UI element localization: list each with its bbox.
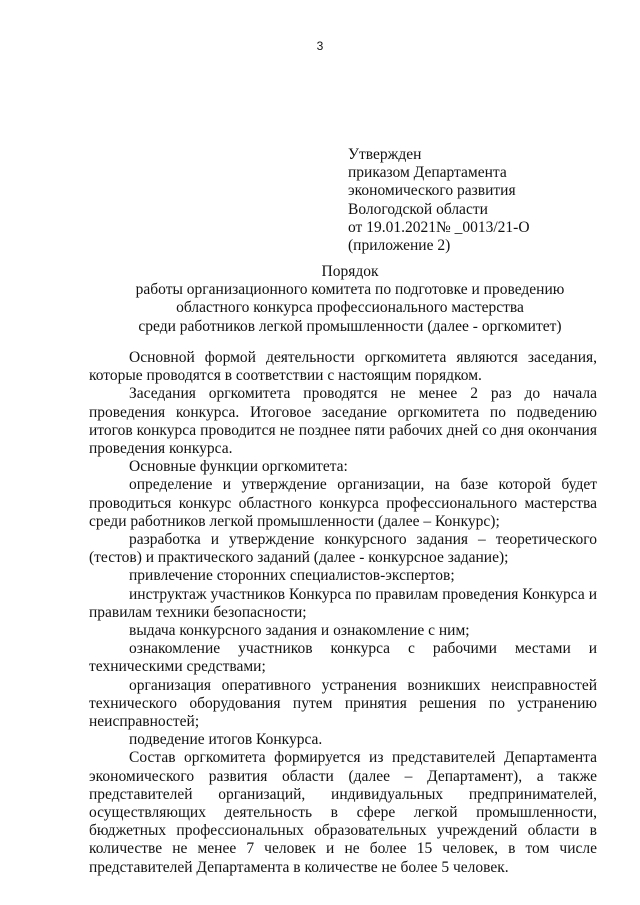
- list-item: организация оперативного устранения возникших неисправностей технического оборудования путем принятия решения по устранению неисправностей;: [89, 676, 597, 731]
- paragraph: Основной формой деятельности оргкомитета являются заседания, которые проводятся в соответствии с настоящим порядком.: [89, 349, 597, 385]
- page-number: 3: [316, 39, 324, 53]
- approval-line: приказом Департамента: [348, 164, 507, 182]
- heading-title: Порядок: [321, 263, 379, 280]
- document-heading: [90, 263, 610, 336]
- paragraph: Основные функции оргкомитета:: [129, 458, 348, 476]
- approval-block: [348, 146, 598, 255]
- approval-line: Вологодской области: [348, 200, 488, 218]
- list-item: подведение итогов Конкурса.: [129, 731, 323, 749]
- heading-subtitle-line: работы организационного комитета по подготовке и проведению: [135, 281, 565, 299]
- approval-line: Утвержден: [348, 146, 422, 163]
- approval-line: (приложение 2): [348, 237, 451, 255]
- paragraph: Состав оргкомитета формируется из представителей Департамента экономического развития области (далее – Департамент), а также представителей организаций, индивидуальных предпринимателей, осуществляющих деятельность в сфере легкой промышленности, бюджетных профессиональных образовательных учреждений области в количестве не менее 7 человек и не более 15 человек, в том числе представителей Департамента в количестве не более 5 человек.: [89, 749, 597, 876]
- list-item: инструктаж участников Конкурса по правилам проведения Конкурса и правилам техники безопасности;: [89, 585, 597, 621]
- list-item: ознакомление участников конкурса с рабочими местами и техническими средствами;: [89, 640, 597, 676]
- heading-subtitle-line: среди работников легкой промышленности (далее - оргкомитет): [138, 317, 562, 335]
- list-item: разработка и утверждение конкурсного задания – теоретического (тестов) и практического заданий (далее - конкурсное задание);: [89, 531, 597, 567]
- paragraph: Заседания оргкомитета проводятся не менее 2 раз до начала проведения конкурса. Итоговое заседание оргкомитета по подведению итогов конкурса проводится не позднее пяти рабочих дней со дня окончания проведения конкурса.: [89, 385, 597, 458]
- approval-line: экономического развития: [348, 182, 516, 200]
- approval-line: от 19.01.2021№ _0013/21-О: [348, 218, 530, 236]
- heading-subtitle-line: областного конкурса профессионального мастерства: [176, 299, 524, 317]
- list-item: определение и утверждение организации, на базе которой будет проводиться конкурс областного конкурса профессионального мастерства среди работников легкой промышленности (далее – Конкурс);: [89, 476, 597, 530]
- list-item: выдача конкурсного задания и ознакомление с ним;: [129, 622, 470, 640]
- list-item: привлечение сторонних специалистов-экспертов;: [129, 567, 455, 585]
- document-body: [89, 349, 597, 877]
